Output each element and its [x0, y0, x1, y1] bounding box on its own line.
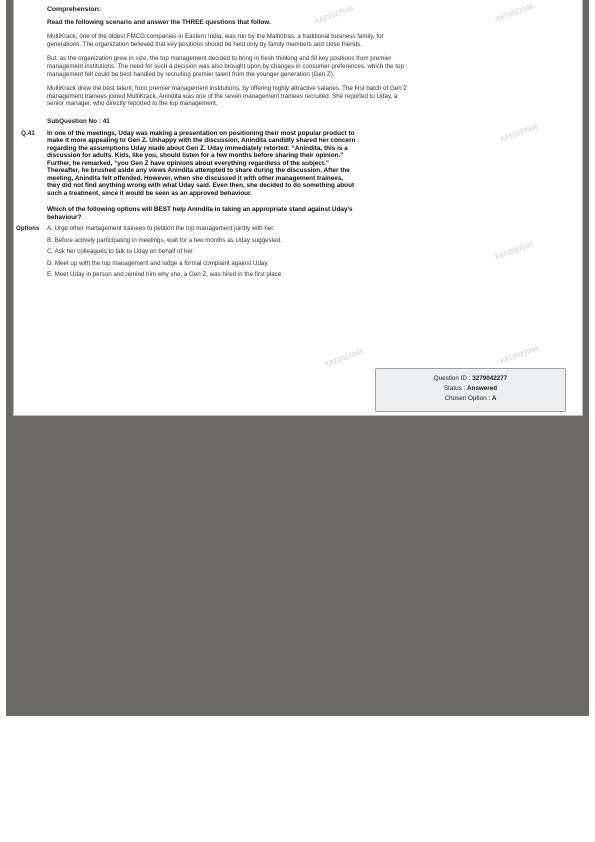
watermark: XAT2027046 — [494, 3, 535, 24]
status-value: Answered — [467, 385, 498, 392]
watermark: XAT2027046 — [314, 5, 355, 26]
watermark: XAT2027046 — [499, 345, 540, 366]
question-paper — [13, 0, 583, 416]
comprehension-title: Comprehension: — [47, 6, 102, 13]
question-block — [21, 129, 412, 198]
comprehension-paragraph: MultiKrack drew the best talent, from premier management institutions, by offering highly attractive salaries. The first batch of Gen Z management trainees joined MultiKrack. Anindita was one of the seven management trainees recruited. She reported to Uday, a senior manager, who directly reported to the top management. — [47, 85, 408, 108]
question-number: Q.41 — [21, 129, 35, 137]
options-list — [16, 225, 412, 279]
comprehension-paragraph: MultiKrack, one of the oldest FMCG companies in Eastern India, was run by the Malhotras, a traditional business family, for generations. The organization believed that key positions should be held only by family members and close friends. — [47, 33, 384, 48]
status-row — [376, 384, 565, 394]
chosen-option-value: A — [491, 395, 497, 402]
status-label: Status : — [443, 385, 466, 392]
comprehension-intro: Read the following scenario and answer the THREE questions that follow. — [47, 18, 271, 26]
question-id-value: 3279042277 — [472, 375, 508, 382]
chosen-option-label: Chosen Option : — [444, 395, 491, 402]
watermark: XAT2027046 — [324, 348, 365, 369]
option-item: B. Before actively participating in meetings, wait for a few months as Uday suggested. — [47, 236, 282, 244]
option-item: D. Meet up with the top management and lodge a formal complaint against Uday. — [47, 259, 269, 267]
question-text: In one of the meetings, Uday was making a presentation on positioning their most popular product to make it more appealing to Gen Z. Unhappy with the discussion, Anindita candidly shared her concern regarding the assumptions Uday made about Gen Z. Uday immediately retorted: “Anindita, this is a discussion for adults. Kids, like you, should listen for a few months before sharing their opinion.” Further, he remarked, “you Gen Z have opinions about everything regardless of the subject.” Thereafter, he brushed aside any views Anindita attempted to share during the discussion. After the meeting, Anindita felt offended. However, when she discussed it with other management trainees, they did not find anything wrong with what Uday said. Even then, she decided to do something about such a treatment, since it would be seen as an approved behaviour. — [47, 129, 356, 197]
comprehension-paragraph: But, as the organization grew in size, the top management decided to bring in fresh thinking and fill key positions from premier management institutions. The need for such a decision was also brought upon by changes in consumer preferences, which the top management felt could be best handled by recruiting premier talent from the younger generation (Gen Z). — [47, 55, 404, 78]
options-label: Options — [16, 225, 40, 233]
question-id-row — [376, 374, 565, 384]
question-id-label: Question ID : — [433, 375, 471, 382]
subquestion-label: SubQuestion No : 41 — [47, 117, 110, 125]
option-item: C. Ask her colleagues to talk to Uday on behalf of her. — [47, 248, 195, 256]
chosen-option-row — [376, 394, 565, 404]
question-content — [16, 6, 412, 283]
watermark: XAT2027046 — [494, 241, 535, 262]
watermark: XAT2027046 — [499, 123, 540, 144]
option-item: E. Meet Uday in person and remind him why she, a Gen Z, was hired in the first place. — [47, 271, 283, 279]
question-prompt: Which of the following options will BEST help Anindita in taking an appropriate stand against Uday’s behaviour? — [47, 206, 353, 221]
status-panel — [375, 368, 566, 412]
option-item: A. Urge other management trainees to petition the top management jointly with her. — [47, 225, 275, 233]
